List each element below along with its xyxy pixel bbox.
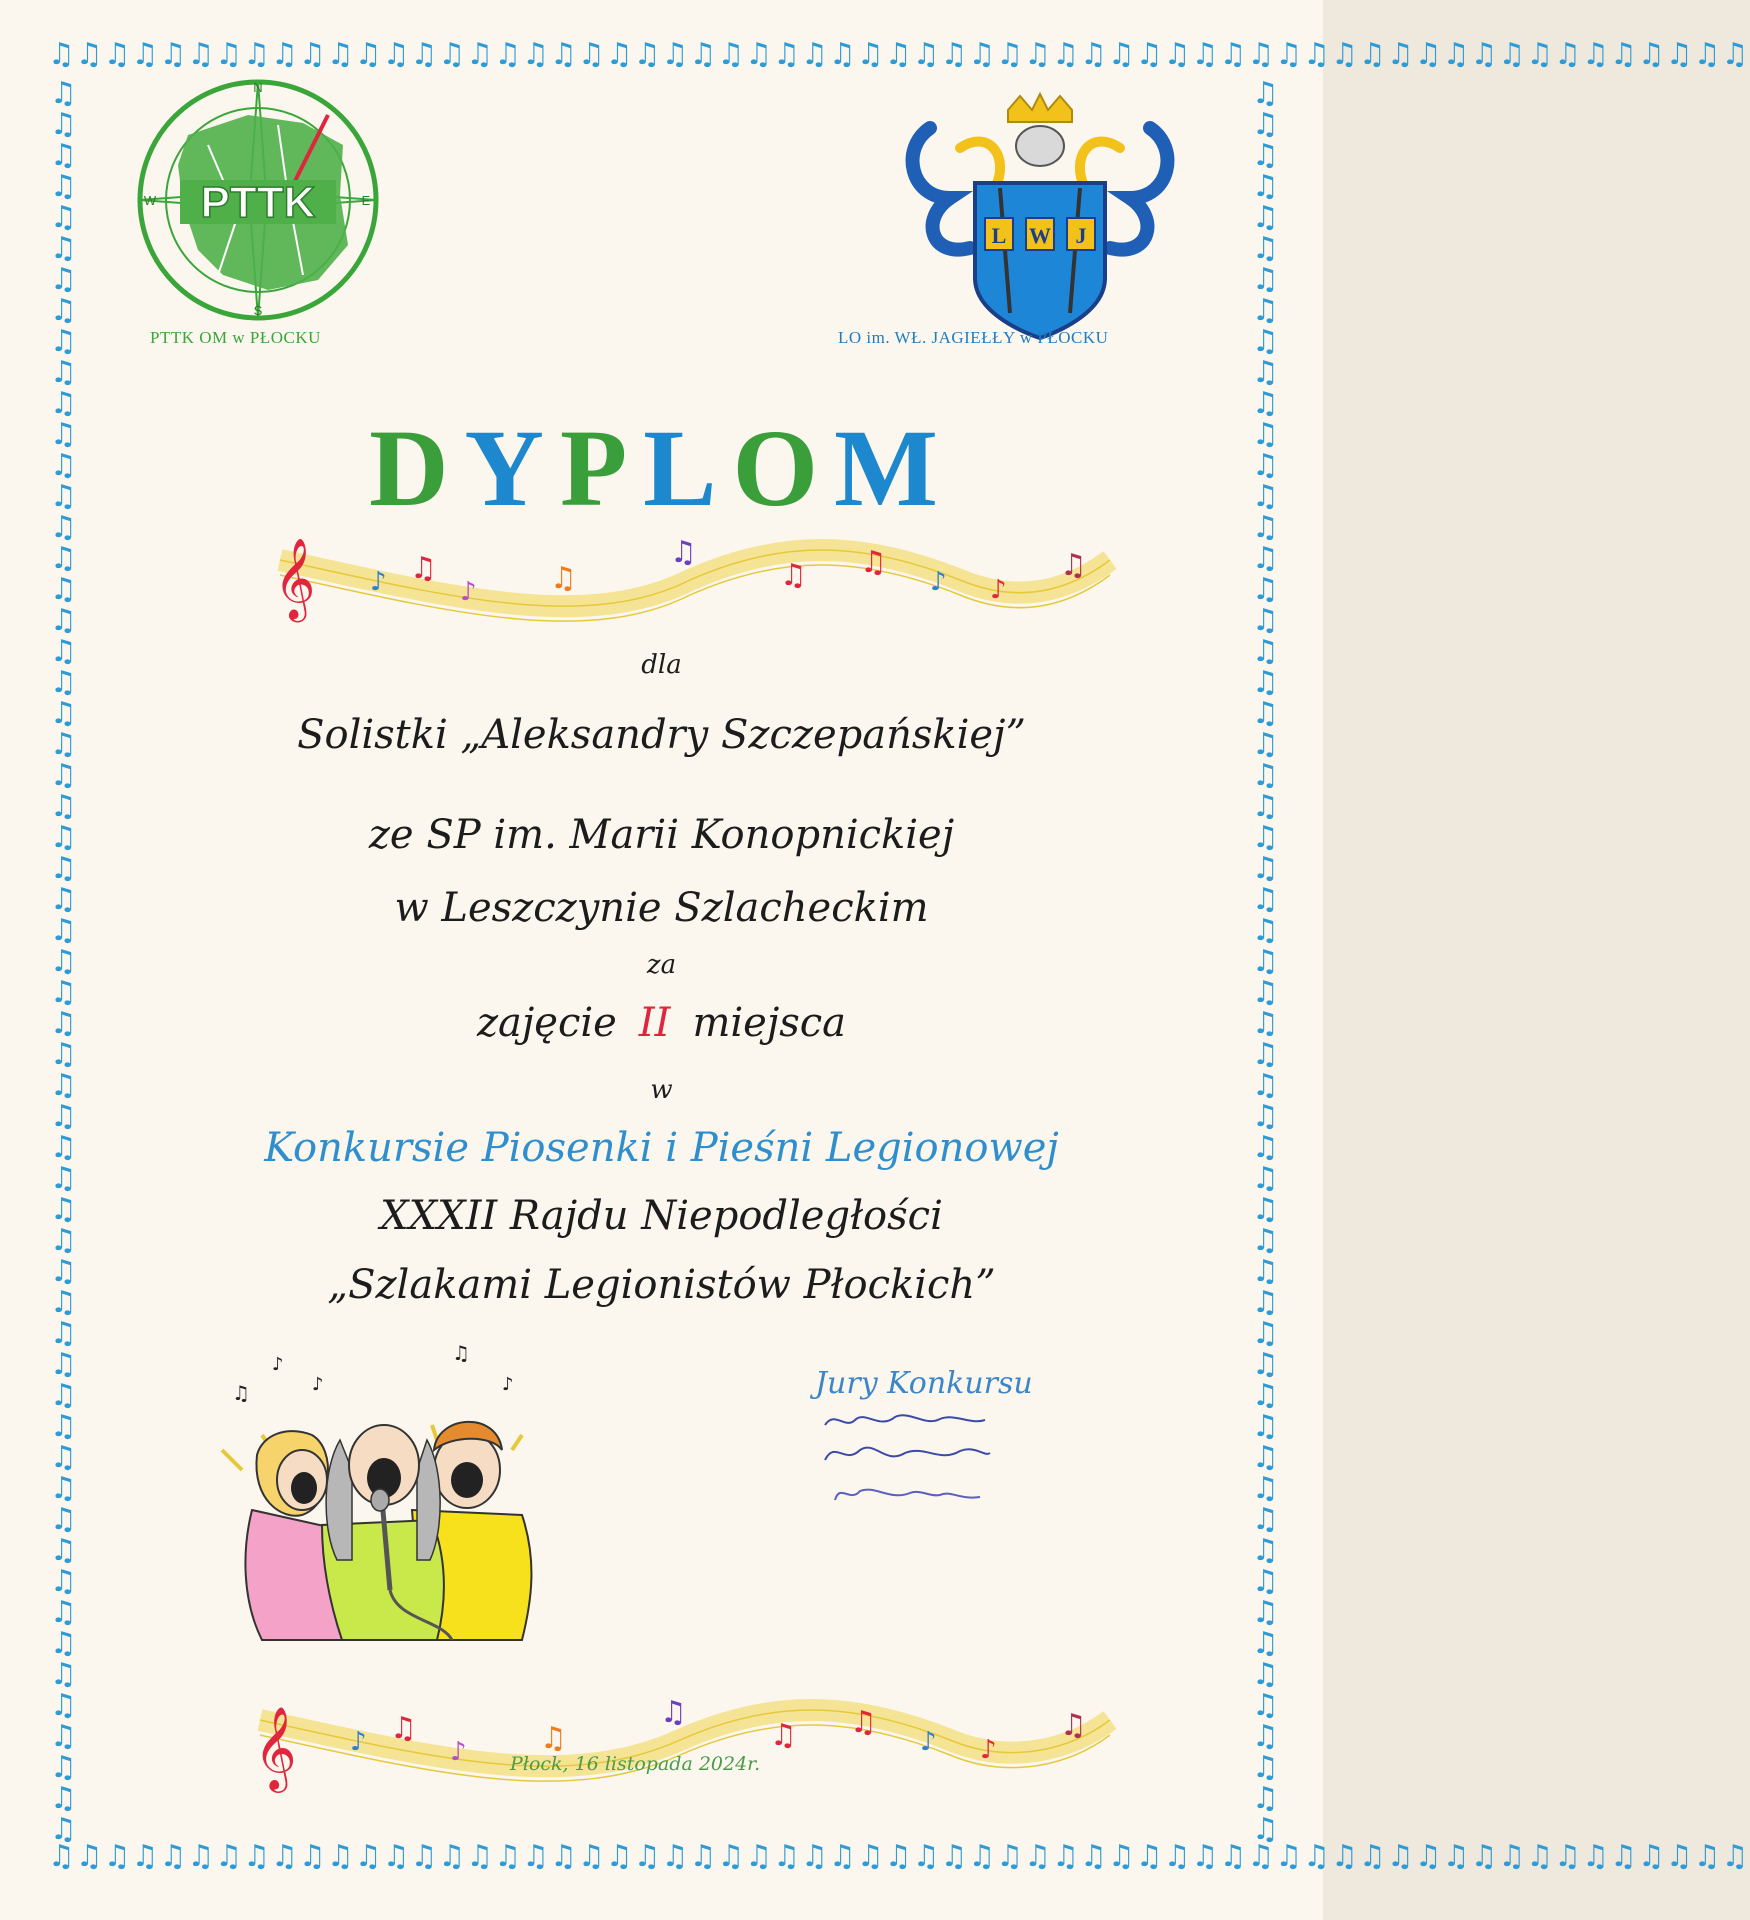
compass-e: E [361, 193, 371, 208]
note-border-right: ♫♫♫♫♫♫♫♫♫♫♫♫♫♫♫♫♫♫♫♫♫♫♫♫♫♫♫♫♫♫♫♫♫♫♫♫♫♫♫♫♫♫♫♫♫♫♫♫♫♫♫♫♫♫♫♫♫ [1252, 76, 1279, 1847]
title-letter: L [643, 407, 733, 529]
place-line [0, 1000, 1323, 1046]
event-name-line: „Szlakami Legionistów Płockich” [327, 1262, 996, 1308]
title-letter: P [559, 407, 644, 529]
title-letter: O [732, 407, 835, 529]
svg-text:♫: ♫ [540, 1721, 567, 1756]
event-line: XXXII Rajdu Niepodległości [380, 1193, 943, 1239]
title-letter: Y [464, 407, 560, 529]
svg-text:♫: ♫ [860, 545, 887, 580]
svg-text:♫: ♫ [780, 558, 807, 593]
place-after: miejsca [692, 1000, 847, 1046]
note-border-top: ♫♫♫♫♫♫♫♫♫♫♫♫♫♫♫♫♫♫♫♫♫♫♫♫♫♫♫♫♫♫♫♫♫♫♫♫♫♫♫♫♫♫♫♫♫♫♫♫♫♫♫♫♫♫♫♫♫♫♫♫♫ [48, 37, 1750, 72]
compass-n: N [253, 80, 263, 95]
svg-text:♫: ♫ [1060, 1708, 1087, 1743]
music-staff-top [260, 520, 1120, 645]
svg-text:♫: ♫ [670, 535, 697, 570]
svg-text:♪: ♪ [460, 577, 477, 607]
svg-text:♫: ♫ [390, 1711, 417, 1746]
svg-text:♫: ♫ [770, 1718, 797, 1753]
title-letter: M [834, 407, 954, 529]
svg-text:♪: ♪ [990, 575, 1007, 605]
svg-text:𝄞: 𝄞 [274, 537, 316, 619]
compass-w: W [143, 193, 157, 208]
text-za: za [646, 950, 677, 980]
school-line-2: w Leszczynie Szlacheckim [394, 885, 929, 931]
svg-text:♪: ♪ [920, 1727, 937, 1757]
shield-letter-w: W [1029, 223, 1051, 248]
svg-text:♫: ♫ [410, 551, 437, 586]
pttk-caption: PTTK OM w PŁOCKU [150, 328, 321, 347]
svg-text:♫: ♫ [660, 1695, 687, 1730]
shield-letter-l: L [991, 223, 1007, 248]
pttk-logo [128, 75, 388, 350]
svg-text:♪: ♪ [272, 1354, 284, 1375]
diploma-title [0, 408, 1323, 528]
svg-text:♫: ♫ [1060, 548, 1087, 583]
place-value: II [638, 1000, 671, 1046]
jury-signatures [820, 1405, 1020, 1515]
svg-text:♪: ♪ [980, 1735, 997, 1765]
school-line-1: ze SP im. Marii Konopnickiej [368, 812, 955, 858]
school-coat-of-arms [890, 88, 1190, 350]
note-border-bottom: ♫♫♫♫♫♫♫♫♫♫♫♫♫♫♫♫♫♫♫♫♫♫♫♫♫♫♫♫♫♫♫♫♫♫♫♫♫♫♫♫♫♫♫♫♫♫♫♫♫♫♫♫♫♫♫♫♫♫♫♫♫ [48, 1839, 1750, 1874]
place-and-date: Płock, 16 listopada 2024r. [510, 1753, 761, 1775]
text-dla: dla [641, 650, 682, 680]
note-border-left: ♫♫♫♫♫♫♫♫♫♫♫♫♫♫♫♫♫♫♫♫♫♫♫♫♫♫♫♫♫♫♫♫♫♫♫♫♫♫♫♫♫♫♫♫♫♫♫♫♫♫♫♫♫♫♫♫♫ [50, 76, 77, 1847]
svg-text:♪: ♪ [502, 1374, 514, 1395]
recipient-line: Solistki „Aleksandry Szczepańskiej” [297, 712, 1026, 758]
svg-text:♫: ♫ [850, 1705, 877, 1740]
svg-text:♪: ♪ [370, 567, 387, 597]
compass-s: S [253, 303, 263, 318]
singers-illustration [222, 1340, 552, 1650]
pttk-emblem-text: PTTK [200, 178, 316, 227]
svg-text:♪: ♪ [450, 1737, 467, 1767]
music-staff-bottom [240, 1680, 1120, 1805]
svg-text:♪: ♪ [930, 567, 947, 597]
jury-label: Jury Konkursu [815, 1366, 1033, 1401]
svg-text:♫: ♫ [550, 561, 577, 596]
svg-text:♫: ♫ [452, 1341, 470, 1365]
shield-letter-j: J [1075, 223, 1087, 248]
text-w: w [650, 1075, 673, 1105]
title-letter: D [369, 407, 465, 529]
svg-text:♫: ♫ [232, 1381, 250, 1405]
svg-text:♪: ♪ [350, 1727, 367, 1757]
svg-text:𝄞: 𝄞 [254, 1705, 297, 1789]
svg-text:♪: ♪ [312, 1374, 324, 1395]
school-caption: LO im. WŁ. JAGIEŁŁY w PŁOCKU [838, 328, 1109, 347]
place-before: zajęcie [476, 1000, 617, 1046]
contest-line: Konkursie Piosenki i Pieśni Legionowej [264, 1125, 1059, 1171]
